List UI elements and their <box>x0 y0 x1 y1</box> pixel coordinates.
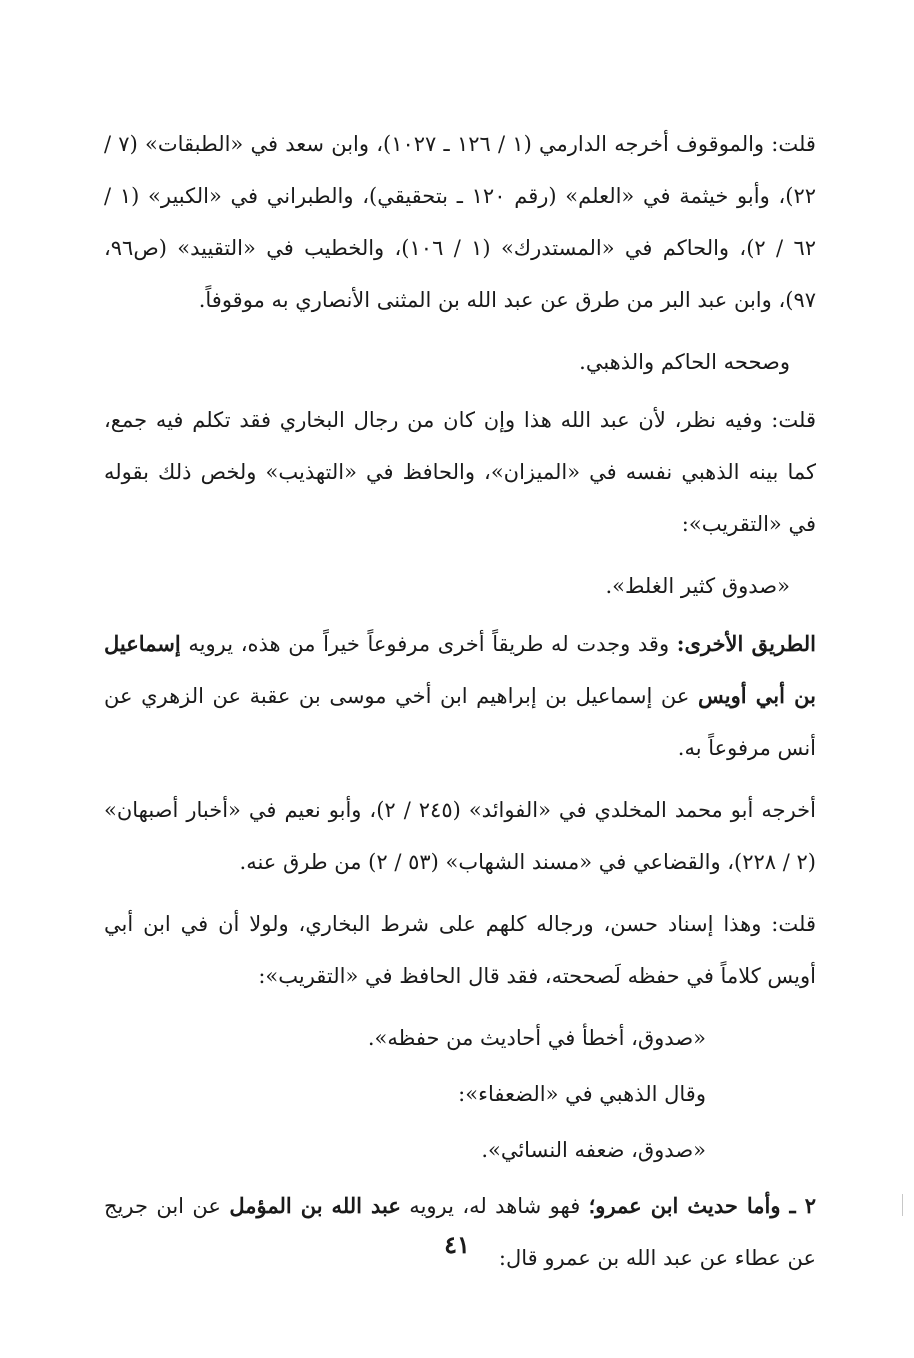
paragraph-dhahabi-duafa: وقال الذهبي في «الضعفاء»: <box>458 1082 706 1106</box>
paragraph-takhrij: أخرجه أبو محمد المخلدي في «الفوائد» (٢٤٥ / ٢)، وأبو نعيم في «أخبار أصبهان» (٢ / ٢٢٨)، والقضاعي في «مسند الشهاب» (٥٣ / ٢) من طرق عنه. <box>104 798 816 874</box>
quote-taqrib-1: «صدوق كثير الغلط». <box>605 574 790 598</box>
page-number: ٤١ <box>444 1230 470 1259</box>
paragraph-critique: قلت: وفيه نظر، لأن عبد الله هذا وإن كان من رجال البخاري فقد تكلم فيه جمع، كما بينه الذهبي نفسه في «الميزان»، والحافظ في «التهذيب» ولخص ذلك بقوله في «التقريب»: <box>104 408 816 536</box>
document-body <box>104 118 816 1294</box>
paragraph-ibn-amr-text-a: فهو شاهد له، يرويه <box>400 1194 589 1218</box>
paragraph-other-route-text-a: وقد وجدت له طريقاً أخرى مرفوعاً خيراً من هذه، يرويه <box>180 632 677 656</box>
narrator-name-ismail: إسماعيل بن أبي أويس <box>104 631 816 708</box>
paragraph-other-route <box>104 618 816 774</box>
heading-ibn-amr: ٢ ـ وأما حديث ابن عمرو؛ <box>588 1193 816 1218</box>
quote-taqrib-2: «صدوق، أخطأ في أحاديث من حفظه». <box>367 1026 706 1050</box>
narrator-name-abdullah: عبد الله بن المؤمل <box>229 1193 401 1218</box>
heading-other-route: الطريق الأخرى: <box>676 631 816 656</box>
quote-duafa: «صدوق، ضعفه النسائي». <box>481 1138 706 1162</box>
paragraph-authentication: وصححه الحاكم والذهبي. <box>579 350 790 374</box>
paragraph-mawquf-sources: قلت: والموقوف أخرجه الدارمي (١ / ١٢٦ ـ ١٠٢٧)، وابن سعد في «الطبقات» (٧ / ٢٢)، وأبو خيثمة في «العلم» (رقم ١٢٠ ـ بتحقيقي)، والطبراني في «الكبير» (١ / ٦٢ / ٢)، والحاكم في «المستدرك» (١ / ١٠٦)، والخطيب في «التقييد» (ص٩٦، ٩٧)، وابن عبد البر من طرق عن عبد الله بن المثنى الأنصاري به موقوفاً. <box>104 132 816 312</box>
paragraph-ibn-amr-text-b: عن ابن جريج عن عطاء عن عبد الله بن عمرو قال: <box>104 1194 816 1270</box>
paragraph-other-route-text-b: عن إسماعيل بن إبراهيم ابن أخي موسى بن عقبة عن الزهري عن أنس مرفوعاً به. <box>104 684 816 760</box>
page-edge-mark <box>902 1194 903 1216</box>
paragraph-isnad-hasan: قلت: وهذا إسناد حسن، ورجاله كلهم على شرط البخاري، ولولا أن في ابن أبي أويس كلاماً في حفظه لَصححته، فقد قال الحافظ في «التقريب»: <box>104 912 816 988</box>
